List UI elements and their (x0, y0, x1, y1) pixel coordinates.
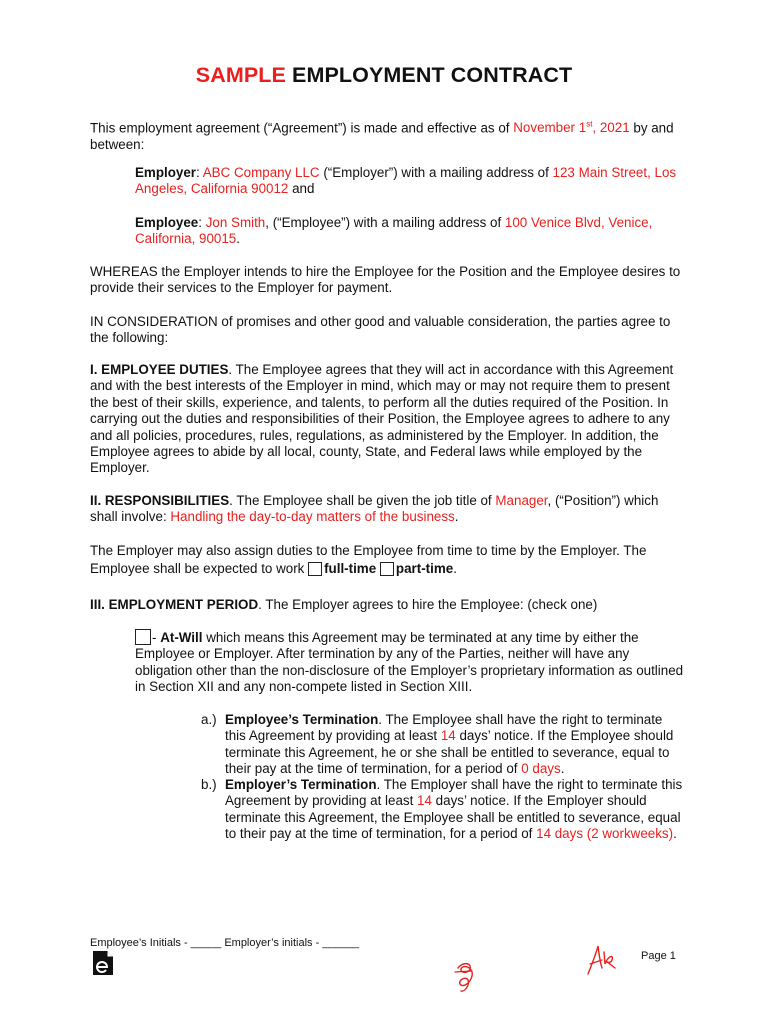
page-number: Page 1 (641, 950, 676, 962)
employee-termination-heading: Employee’s Termination (225, 712, 379, 727)
assign-text: The Employer may also assign duties to the Employee from time to time by the Employer. The Employee shall be expected to work (90, 543, 647, 576)
intro-text: This employment agreement (“Agreement”) is made and effective as of (90, 120, 514, 136)
period-heading: III. EMPLOYMENT PERIOD (90, 597, 259, 612)
responsibilities-heading: II. RESPONSIBILITIES (90, 493, 230, 508)
responsibilities-paragraph: II. RESPONSIBILITIES. The Employee shall be given the job title of Manager, (“Position”) which shall involve: Handling the day-to-day matters of the business. (90, 493, 659, 525)
part-time-checkbox[interactable] (380, 562, 394, 576)
employer-termination-paragraph: Employer’s Termination. The Employer shall have the right to terminate this Agreement by providing at least 14 days’ notice. If the Employer should terminate this Agreement, the Employee shall be entitled to severance, equal to their pay at the time of termination, for a period of 14 days (2 workweeks). (225, 777, 683, 842)
eforms-logo-icon (92, 950, 114, 976)
duties-paragraph (90, 362, 684, 477)
full-time-label: full-time (324, 561, 377, 576)
handwritten-initials-icon (584, 942, 620, 978)
intro-paragraph (90, 117, 684, 153)
duties-text: . The Employee agrees that they will act in accordance with this Agreement and with the best interests of the Employer in mind, which may or may not require them to present the best of their skills, experience, and talents, to perform all the duties required of the Position. In carrying out the duties and responsibilities of their Position, the Employee agrees to adhere to any and all policies, procedures, rules, regulations, as administered by the Employer. In addition, the Employee agrees to abide by all local, county, State, and Federal laws while employed by the Employer. (90, 362, 674, 476)
period-text: . The Employer agrees to hire the Employee: (check one) (258, 597, 598, 612)
at-will-paragraph: - At-Will which means this Agreement may be terminated at any time by either the Employee or Employer. After termination by any of the Parties, neither will have any obligation other than the non-disclosure of the Employer’s proprietary information as outlined in Section XII and any non-compete listed in Section XIII. (135, 630, 684, 695)
at-will-label: At-Will (160, 630, 203, 645)
handwritten-initials-icon (452, 958, 480, 994)
employee-severance-period: 0 days (521, 761, 561, 777)
intro-text-end: by and between: (90, 120, 674, 152)
employee-termination-paragraph: Employee’s Termination. The Employee shall have the right to terminate this Agreement by providing at least 14 days’ notice. If the Employee should terminate this Agreement, he or she shall be entitled to severance, equal to their pay at the time of termination, for a period of 0 days. (225, 712, 674, 777)
full-time-checkbox[interactable] (308, 562, 322, 576)
employee-paragraph: Employee: Jon Smith, (“Employee”) with a mailing address of 100 Venice Blvd, Venice, California, 90015. (135, 215, 653, 247)
employee-name: Jon Smith (205, 215, 266, 230)
at-will-text: which means this Agreement may be terminated at any time by either the Employee or Employer. After termination by any of the Parties, neither will have any obligation other than the non-disclosure of the Employer’s proprietary information as outlined in Section XII and any non-compete listed in Section XIII. (135, 630, 684, 695)
employer-label: Employer (135, 165, 197, 180)
page-title (0, 63, 768, 88)
employer-name: ABC Company LLC (202, 165, 320, 180)
whereas-paragraph: WHEREAS the Employer intends to hire the Employee for the Position and the Employee desires to provide their services to the Employer for payment. (90, 264, 681, 296)
title-sample: SAMPLE (195, 63, 286, 87)
employer-termination-heading: Employer’s Termination (225, 777, 377, 792)
employee-notice-days: 14 (440, 728, 456, 744)
list-marker-b: b.) (201, 777, 217, 792)
position-involves: Handling the day-to-day matters of the business (170, 509, 455, 525)
employer-notice-days: 14 (417, 793, 432, 809)
consideration-paragraph: IN CONSIDERATION of promises and other good and valuable consideration, the parties agree to the following: (90, 314, 671, 346)
list-marker-a: a.) (201, 712, 217, 727)
period-paragraph (90, 597, 684, 613)
initials-line: Employee’s Initials - _____ Employer’s initials - ______ (90, 937, 360, 949)
at-will-checkbox[interactable] (135, 629, 151, 645)
assign-paragraph: The Employer may also assign duties to the Employee from time to time by the Employer. The Employee shall be expected to work full-time part-time. (90, 543, 647, 576)
employee-label: Employee (135, 215, 199, 230)
employee-address: 100 Venice Blvd, Venice, California, 90015 (135, 215, 653, 247)
effective-date: November 1st, 2021 (513, 120, 630, 136)
employer-address: 123 Main Street, Los Angeles, California 90012 (135, 165, 677, 197)
job-title: Manager (495, 493, 548, 508)
part-time-label: part-time (395, 561, 454, 576)
title-rest: EMPLOYMENT CONTRACT (292, 63, 573, 87)
duties-heading: I. EMPLOYEE DUTIES (90, 362, 229, 377)
employer-paragraph: Employer: ABC Company LLC (“Employer”) with a mailing address of 123 Main Street, Los Angeles, California 90012 and (135, 165, 677, 197)
employer-severance-period: 14 days (2 workweeks) (536, 826, 674, 842)
